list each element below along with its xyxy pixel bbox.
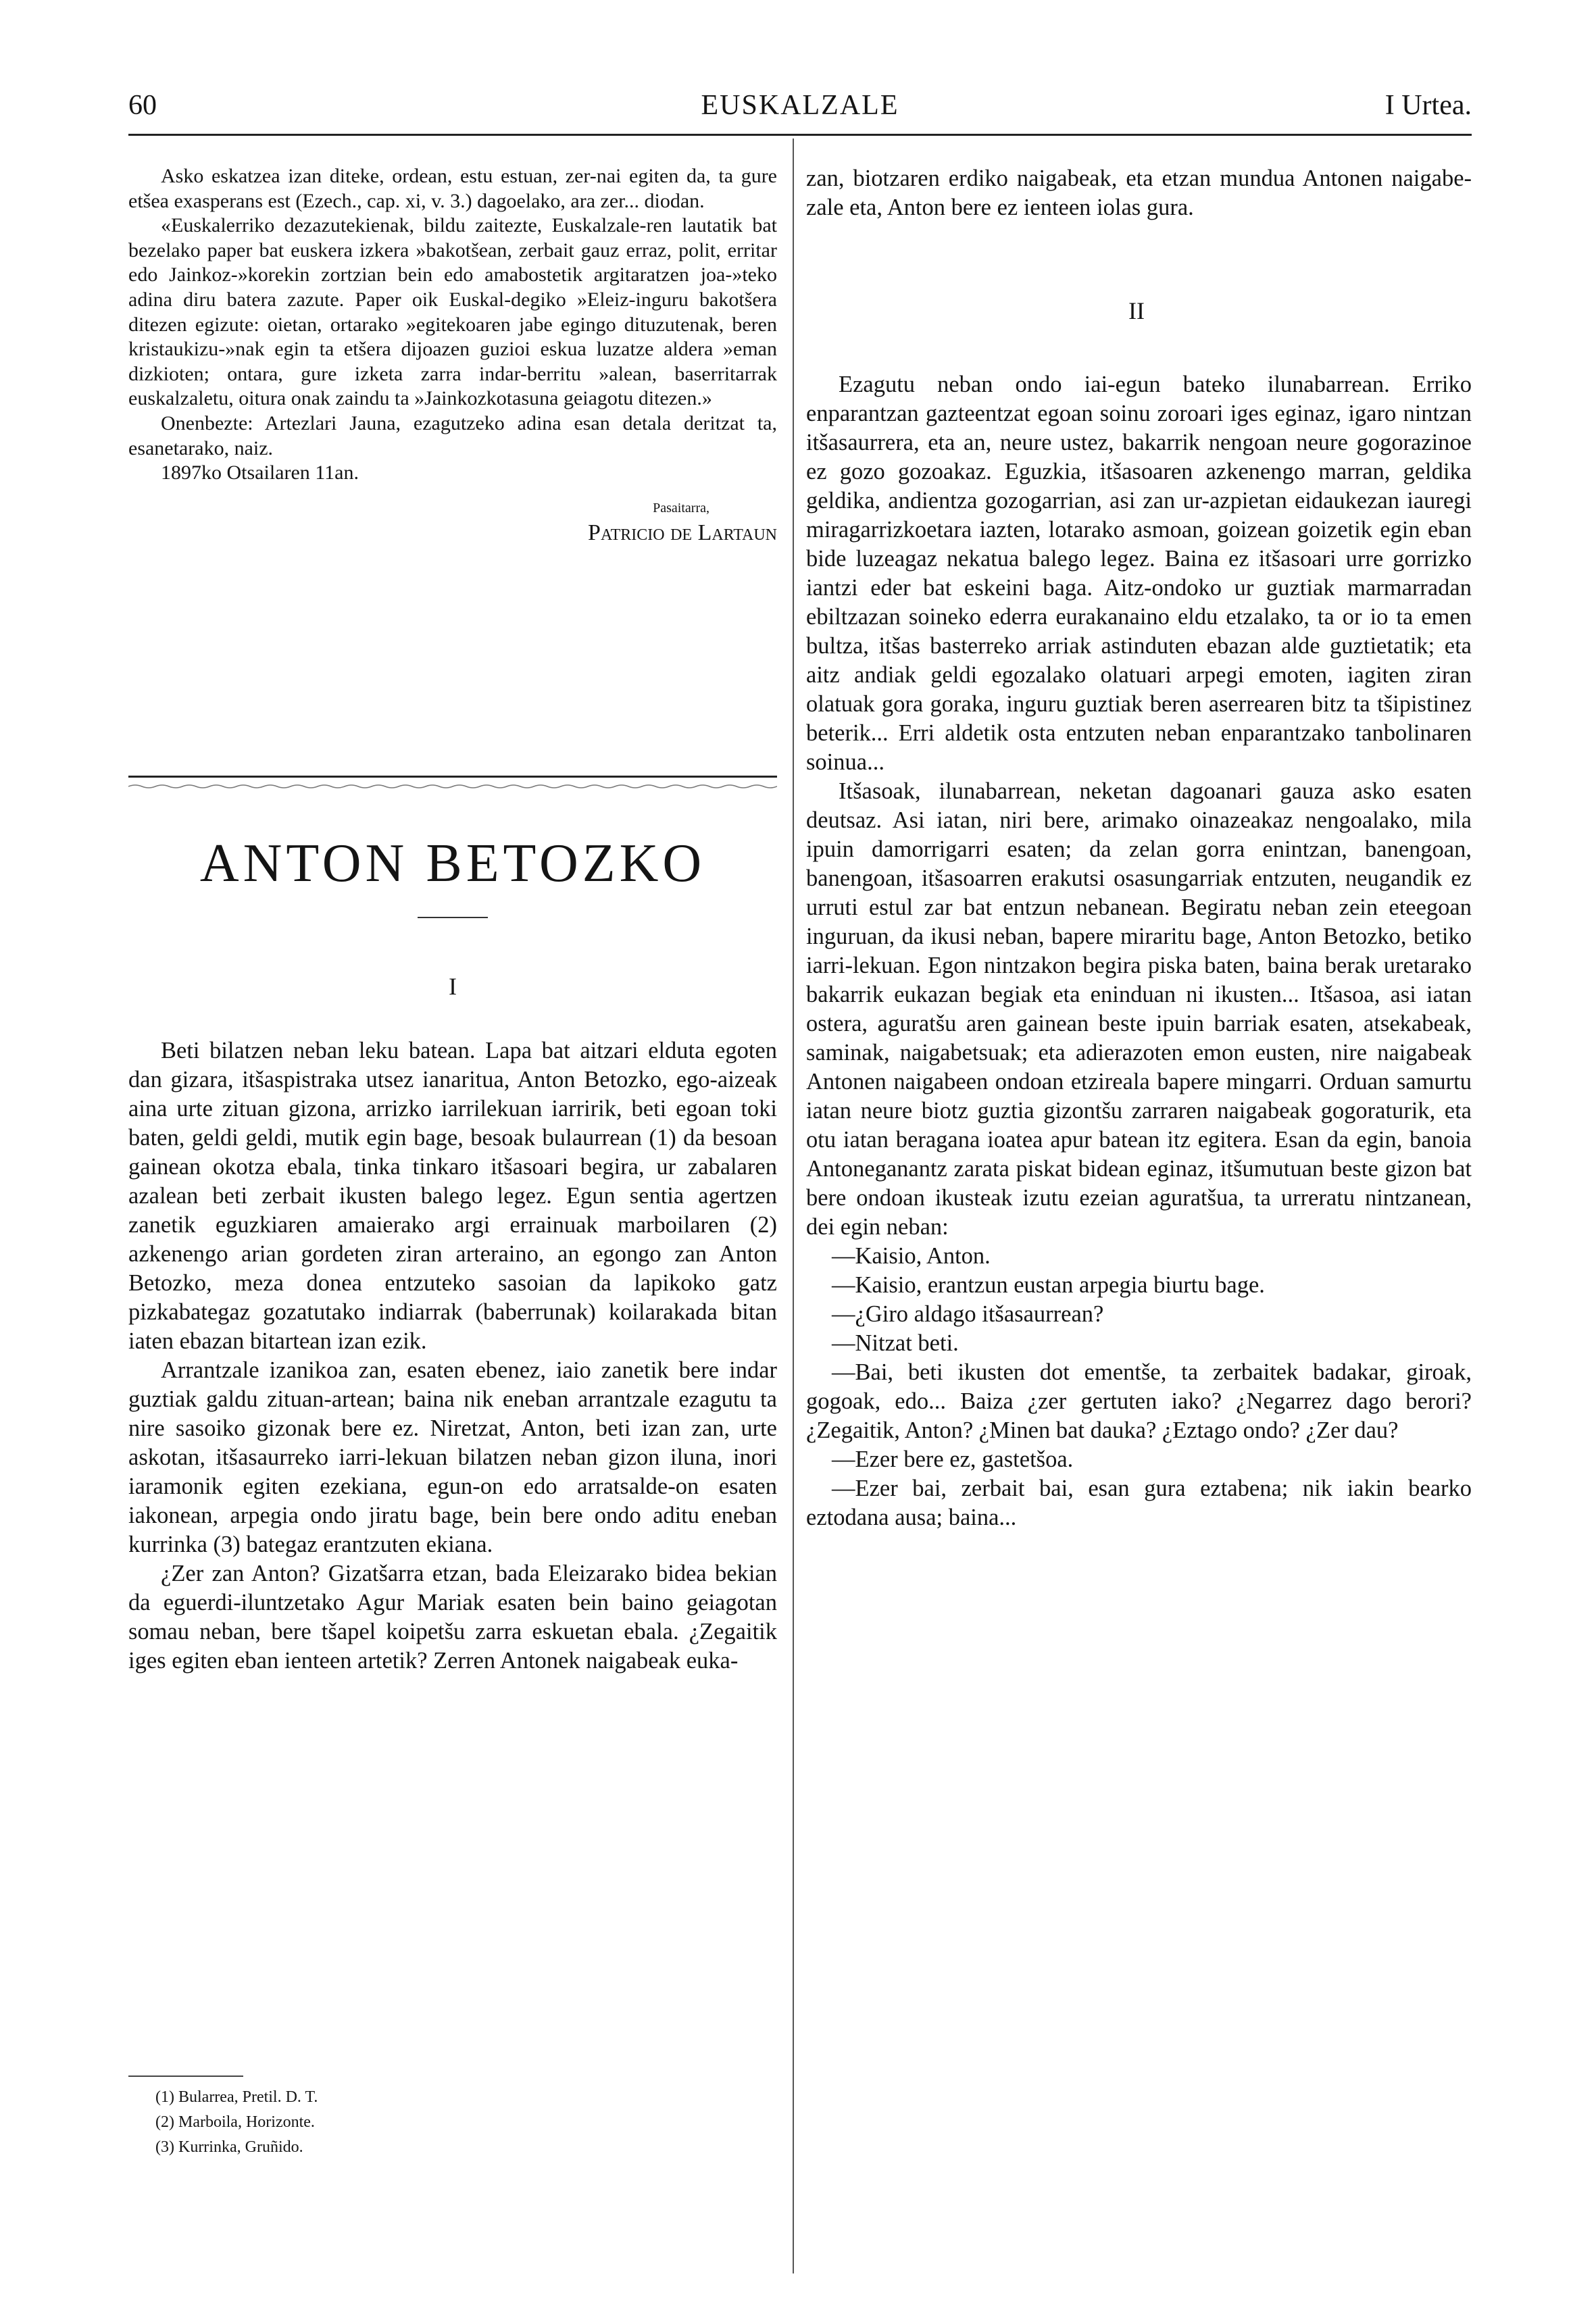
letter-date: 1897ko Otsailaren 11an. — [161, 461, 359, 484]
section-number: I — [449, 973, 457, 1000]
dialogue-line: —Ezer bere ez, gastetšoa. — [832, 1447, 1074, 1472]
dialogue-line: —Bai, beti ikusten dot ementše, ta zerbaitek badakar, giroak, gogoak, edo... Baiza ¿zer gertuten iako? ¿Negarrez dago berori? ¿Zegaitik, Anton? ¿Minen bat dauka? ¿Eztago ondo? ¿Zer dau? — [806, 1359, 1472, 1443]
letter-quote: «Euskalerriko dezazutekienak, bildu zaitezte, Euskalzale-ren lautatik bat bezelako paper bat euskera izkera »bakotšean, zerbait gauz erraz, polit, erritar edo Jainkoz-»korekin zortzian bein edo amabostetik argitaratzen joa-»teko adina diru batera zazute. Paper oik Euskal-degiko »Eleiz-inguru bakotšera ditezen egizute: oietan, ortarako »egitekoaren jabe egingo dituzutenak, beren kristaukizu-»nak egin ta etšera dijoazen guzioi eskua luzatze aldera »eman dizkioten; ontara, gure izketa zarra indar-berritu »alean, baserritarrak euskalzaletu, oitura onak zaindu ta »Jainkozkotasuna geiagotu ditezen.» — [128, 214, 777, 410]
footnote: (2) Marboila, Horizonte. — [155, 2113, 315, 2131]
letter-paragraph: Asko eskatzea izan diteke, ordean, estu estuan, zer-nai egiten da, ta gure etšea exasperans est (Ezech., cap. xi, v. 3.) dagoelako, ara zer... diodan. — [128, 165, 777, 212]
article-paragraph: zan, biotzaren erdiko naigabeak, eta etzan mundua Antonen naigabe-zale eta, Anton bere ez ienteen iolas gura. — [806, 166, 1472, 220]
dialogue-line: —Kaisio, erantzun eustan arpegia biurtu bage. — [832, 1272, 1265, 1298]
signature-place: Pasaitarra, — [653, 500, 709, 515]
column-divider — [793, 139, 794, 2273]
footnote: (3) Kurrinka, Gruñido. — [155, 2138, 303, 2156]
article-paragraph: Arrantzale izanikoa zan, esaten ebenez, iaio zanetik bere indar guztiak galdu zituan-artean; baina nik eneban arrantzale ezagutu ta nire sasoiko gizonak bere ez. Niretzat, Anton, beti izan zan, urte askotan, itšasaurreko iarri-lekuan bilatzen neban gizon iluna, inori iaramonik egiten ezekiana, egun-on edo arratsalde-on esaten iakonean, arpegia ondo jiratu bage, bein bere ondo aditu eneban kurrinka (3) bategaz erantzuten ekiana. — [128, 1357, 777, 1557]
footnote: (1) Bularrea, Pretil. D. T. — [155, 2088, 318, 2106]
journal-title: EUSKALZALE — [701, 90, 899, 121]
article-left-column — [128, 1036, 777, 1676]
header-rule — [128, 134, 1472, 136]
wavy-divider — [128, 784, 777, 789]
article-paragraph: Ezagutu neban ondo iai-egun bateko ilunabarrean. Erriko enparantzan gazteentzat egoan soinu zoroari iges eginaz, igaro nintzan itšasaurrera, eta an, neure ustez, bakarrik nengoan neure gogorazinoe ez gozo gozoakaz. Eguzkia, itšasoaren azkenengo marran, geldika geldika, andientza gozogarrian, asi zan ur-azpietan eidaukezan iauregi miragarrizkoetara iazten, lotarako asmoan, goizean goizetik egin eban bide luzeagaz nekatua balego legez. Baina ez itšasoari urre gorrizko iantzi eder bat eskeini baga. Aitz-ondoko ur guztiak marmarradan ebiltzazan soineko ederra eurakanaino eldu etzalako, ta or io ta emen bultza, itšas basterreko arriak astinduten ebazan alde guztietatik; eta aitz andiak geldi egozalako olatuari arpegi emoten, iagiten ziran olatuak gora goraka, inguru guztiak beren aserrearen bitz ta tšipistinez beterik... Erri aldetik osta entzuten neban enparantzako tanbolinaren soinua... — [806, 372, 1472, 775]
signature-name: Patricio de Lartaun — [588, 520, 777, 545]
section-number: II — [1128, 297, 1145, 324]
article-right-column — [806, 370, 1472, 1532]
dialogue — [806, 1242, 1472, 1532]
letter-paragraph: Onenbezte: Artezlari Jauna, ezagutzeko adina esan detala deritzat ta, esanetarako, naiz. — [128, 411, 777, 459]
footnotes — [155, 2085, 628, 2160]
article-paragraph: Itšasoak, ilunabarrean, neketan dagoanari gauza asko esaten deutsaz. Asi iatan, niri bere, arimako oinazeakaz nengoalako, mila ipuin damorrigarri esaten; da zelan gorra enintzan, banengoan, banengoan, itšasoarren erakutsi osasungarriak entzuten, neugandik ez urruti estul zar bat entzun nebanean. Begiratu neban zein eteegoan inguruan, da ikusi neban, bapere miraritu bage, Anton Betozko, betiko iarri-lekuan. Egon nintzakon begira piska baten, baina berak uretarako bakarrik eukazan begiak eta eninduan ni ikusten... Itšasoa, asi iatan ostera, aguratšu aren gainean beste ipuin barriak esaten, atsekabeak, saminak, naigabetsuak; eta adierazoten emon eusten, nire naigabeak Antonen naigabeen ondoan etzireala bapere mingarri. Orduan samurtu iatan neure biotz guztia gizontšu zarraren naigabeak gogoraturik, eta otu iatan beragana ioatea apur batean itz egitera. Esan da egin, banoia Antoneganantz zarata piskat bidean eginaz, itšumutuan beste gizon bat bere ondoan ikusteak izutu ezeian aguratšua, ta urreratu nintzanean, dei egin neban: — [806, 778, 1472, 1240]
dialogue-line: —Kaisio, Anton. — [832, 1243, 991, 1269]
letter-block — [128, 164, 777, 548]
article-right-top — [806, 164, 1472, 222]
article-paragraph: ¿Zer zan Anton? Gizatšarra etzan, bada Eleizarako bidea bekian da eguerdi-iluntzetako Agur Mariak esaten bein baino geiagotan somau neban, bere tšapel koipetšu zarra eskuetan ebala. ¿Zegaitik iges egiten eban ienteen artetik? Zerren Antonek naigabeak euka- — [128, 1561, 777, 1674]
page-number: 60 — [128, 90, 157, 121]
dialogue-line: —Nitzat beti. — [832, 1330, 959, 1356]
section-rule — [128, 776, 777, 778]
dialogue-line: —¿Giro aldago itšasaurrean? — [832, 1301, 1104, 1327]
article-paragraph: Beti bilatzen neban leku batean. Lapa bat aitzari elduta egoten dan gizara, itšaspistraka utsez ianaritua, Anton Betozko, ego-aizeak aina urte zituan gizona, arrizko iarrilekuan iarririk, beti egoan toki baten, geldi geldi, mutik egin bage, besoak bulaurrean (1) da besoan gainean okotza ebala, tinka tinkaro itšasoari begira, ur zabalaren azalean beti zerbait ikusten balego legez. Egun sentia agertzen zanetik eguzkiaren amaierako argi errainuak marboilaren (2) azkenengo arian gordeten ziran arteraino, an egongo zan Anton Betozko, meza donea entzuteko sasoian da lapikoko gatz pizkabategaz gozatutako indiarrak (baberrunak) koilarakada bitan iaten ebazan bitartean izan ezik. — [128, 1038, 777, 1354]
dialogue-line: —Ezer bai, zerbait bai, esan gura eztabena; nik iakin bearko eztodana ausa; baina... — [806, 1476, 1472, 1530]
journal-year: I Urtea. — [1385, 90, 1472, 121]
article-title: ANTON BETOZKO — [199, 834, 706, 893]
page-header — [128, 86, 1472, 130]
title-rule — [418, 917, 488, 918]
footnote-rule — [128, 2076, 243, 2077]
